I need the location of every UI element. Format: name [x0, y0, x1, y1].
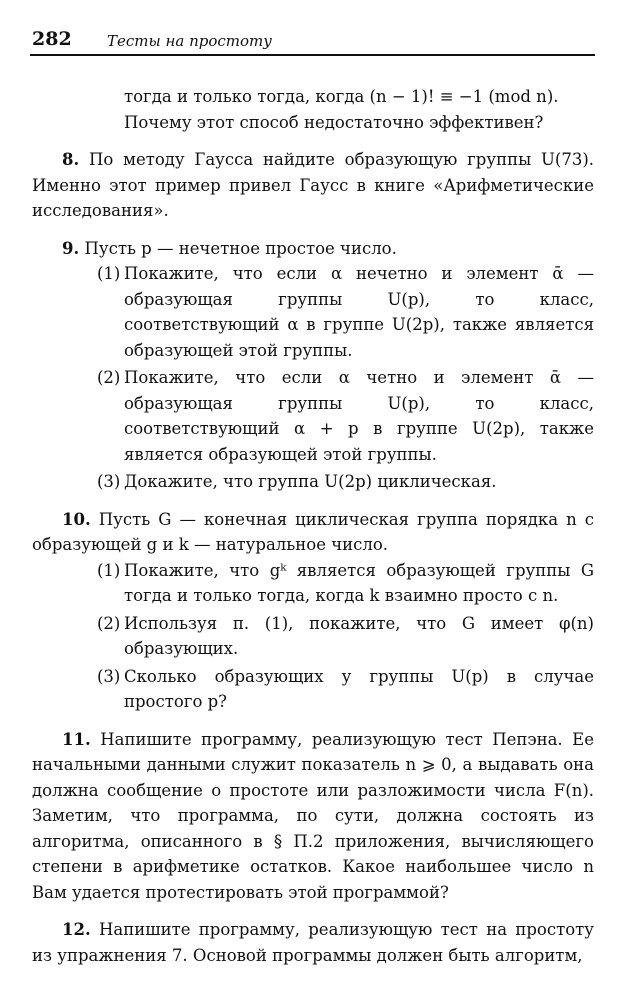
exercise-12 — [32, 917, 594, 968]
item-marker: (2) — [97, 613, 121, 633]
item-marker: (1) — [97, 264, 121, 283]
exercise-10-item-1 — [32, 558, 594, 609]
item-marker: (3) — [97, 666, 121, 686]
exercise-10-item-2 — [32, 611, 594, 662]
exercise-12-number: 12. — [62, 920, 91, 939]
exercise-9-lead: Пусть p — нечетное простое число. — [84, 238, 397, 258]
continuation-line-1: тогда и только тогда, когда (n − 1)! ≡ −1 (mod n). — [124, 87, 559, 106]
exercise-10-item-3 — [32, 664, 594, 715]
exercise-12-text: Напишите программу, реализующую тест на простоту из упражнения 7. Основой программы должен быть алгоритм, — [32, 920, 594, 965]
exercise-10 — [32, 507, 594, 558]
page-number: 282 — [32, 28, 72, 50]
exercise-10-number: 10. — [62, 509, 91, 529]
item-text: Сколько образующих у группы U(p) в случае простого p? — [124, 666, 594, 711]
item-marker: (2) — [97, 368, 121, 387]
item-text: Используя п. (1), покажите, что G имеет φ(n) образующих. — [124, 613, 594, 658]
exercise-11-number: 11. — [62, 729, 91, 749]
item-text: Покажите, что если α нечетно и элемент ᾱ — образующая группы U(p), то класс, соответствующий α в группе U(2p), также является образующей этой группы. — [124, 264, 594, 360]
item-marker: (3) — [97, 472, 121, 491]
exercise-9 — [32, 236, 594, 262]
item-text: Покажите, что gᵏ является образующей группы G тогда и только тогда, когда k взаимно просто с n. — [124, 560, 594, 605]
exercise-8 — [32, 147, 594, 224]
exercise-8-text: По методу Гаусса найдите образующую группы U(73). Именно этот пример привел Гаусс в книге «Арифметические исследования». — [32, 150, 594, 220]
exercise-9-item-3 — [32, 469, 594, 495]
exercise-9-number: 9. — [62, 238, 80, 258]
exercise-9-item-1 — [32, 261, 594, 363]
item-text: Докажите, что группа U(2p) циклическая. — [124, 472, 497, 491]
item-marker: (1) — [97, 560, 121, 580]
item-text: Покажите, что если α четно и элемент ᾱ — образующая группы U(p), то класс, соответствующий α + p в группе U(2p), также является образующей этой группы. — [124, 368, 594, 464]
continuation-text — [32, 84, 594, 135]
exercise-10-lead: Пусть G — конечная циклическая группа порядка n с образующей g и k — натуральное число. — [32, 509, 595, 554]
page-header — [30, 26, 595, 56]
page-body — [32, 84, 594, 968]
exercise-8-number: 8. — [62, 150, 80, 169]
exercise-11 — [32, 727, 594, 906]
running-title: Тесты на простоту — [107, 32, 272, 50]
exercise-11-text: Напишите программу, реализующую тест Пепэна. Ее начальными данными служит показатель n ⩾ 0, а выдавать она должна сообщение о простоте или разложимости числа F(n). Заметим, что программа, по сути, должна состоять из алгоритма, описанного в § П.2 приложения, вычисляющего степени в арифметике остатков. Какое наибольшее число n Вам удается протестировать этой программой? — [32, 729, 594, 902]
exercise-9-item-2 — [32, 365, 594, 467]
continuation-line-2: Почему этот способ недостаточно эффективен? — [124, 112, 544, 132]
